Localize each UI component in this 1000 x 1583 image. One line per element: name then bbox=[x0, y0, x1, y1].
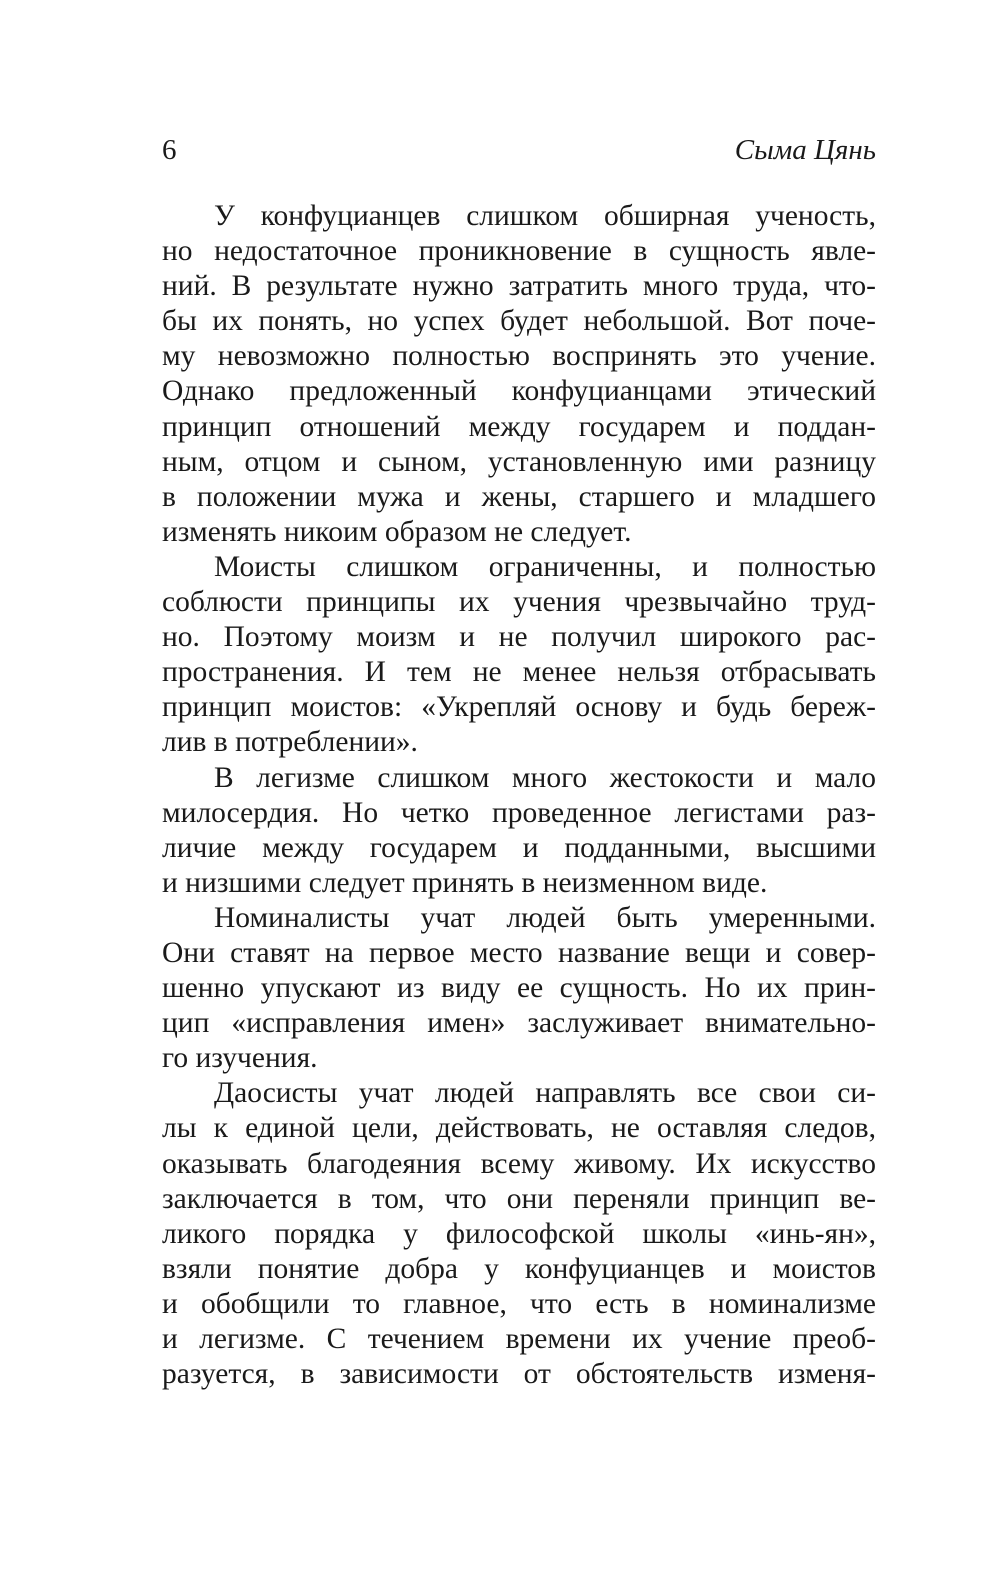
text-line: милосердия. Но четко проведенное легистами раз- bbox=[162, 796, 876, 829]
text-line: Даосисты учат людей направлять все свои си- bbox=[214, 1077, 876, 1110]
text-line: заключается в том, что они переняли принцип ве- bbox=[162, 1182, 876, 1215]
text-line: ным, отцом и сыном, установленную ими разницу bbox=[162, 445, 876, 478]
paragraph bbox=[162, 550, 876, 761]
text-line: ний. В результате нужно затратить много труда, что- bbox=[162, 270, 876, 303]
text-line: и низшими следует принять в неизменном виде. bbox=[162, 866, 768, 899]
text-line: лы к единой цели, действовать, не оставляя следов, bbox=[162, 1112, 876, 1145]
text-line: в положении мужа и жены, старшего и младшего bbox=[162, 480, 876, 513]
page-header bbox=[162, 128, 876, 172]
text-line: но. Поэтому моизм и не получил широкого рас- bbox=[162, 621, 876, 654]
page-number: 6 bbox=[162, 134, 177, 166]
paragraph bbox=[162, 1076, 876, 1392]
paragraph bbox=[162, 901, 876, 1076]
text-line: разуется, в зависимости от обстоятельств изменя- bbox=[162, 1358, 876, 1391]
text-line: ликого порядка у философской школы «инь-ян», bbox=[162, 1217, 876, 1250]
text-line: Они ставят на первое место название вещи и совер- bbox=[162, 936, 876, 969]
text-line: му невозможно полностью воспринять это учение. bbox=[162, 340, 876, 373]
text-line: лив в потреблении». bbox=[162, 726, 418, 759]
text-line: цип «исправления имен» заслуживает внимательно- bbox=[162, 1007, 876, 1040]
text-line: Однако предложенный конфуцианцами этический bbox=[162, 375, 876, 408]
text-line: изменять никоим образом не следует. bbox=[162, 515, 632, 548]
text-line: У конфуцианцев слишком обширная ученость, bbox=[214, 200, 876, 232]
text-line: и легизме. С течением времени их учение преоб- bbox=[162, 1323, 876, 1355]
text-line: Моисты слишком ограниченны, и полностью bbox=[214, 550, 876, 583]
text-line: шенно упускают из виду ее сущность. Но их прин- bbox=[162, 972, 876, 1005]
text-line: го изучения. bbox=[162, 1042, 318, 1075]
text-line: и обобщили то главное, что есть в номинализме bbox=[162, 1287, 876, 1320]
text-line: личие между государем и подданными, высшими bbox=[162, 831, 876, 864]
text-line: Номиналисты учат людей быть умеренными. bbox=[214, 901, 876, 934]
paragraph bbox=[162, 199, 876, 550]
text-line: В легизме слишком много жестокости и мало bbox=[214, 761, 876, 794]
text-line: принцип моистов: «Укрепляй основу и будь береж- bbox=[162, 691, 876, 724]
body-text bbox=[162, 199, 876, 1392]
text-line: бы их понять, но успех будет небольшой. Вот поче- bbox=[162, 305, 876, 338]
paragraph bbox=[162, 761, 876, 901]
text-line: но недостаточное проникновение в сущность явле- bbox=[162, 235, 876, 268]
running-title: Сыма Цянь bbox=[734, 134, 876, 166]
text-line: оказывать благодеяния всему живому. Их искусство bbox=[162, 1147, 876, 1180]
text-line: взяли понятие добра у конфуцианцев и моистов bbox=[162, 1252, 876, 1285]
text-line: соблюсти принципы их учения чрезвычайно труд- bbox=[162, 586, 876, 619]
text-line: принцип отношений между государем и поддан- bbox=[162, 410, 876, 443]
text-line: пространения. И тем не менее нельзя отбрасывать bbox=[162, 656, 876, 689]
